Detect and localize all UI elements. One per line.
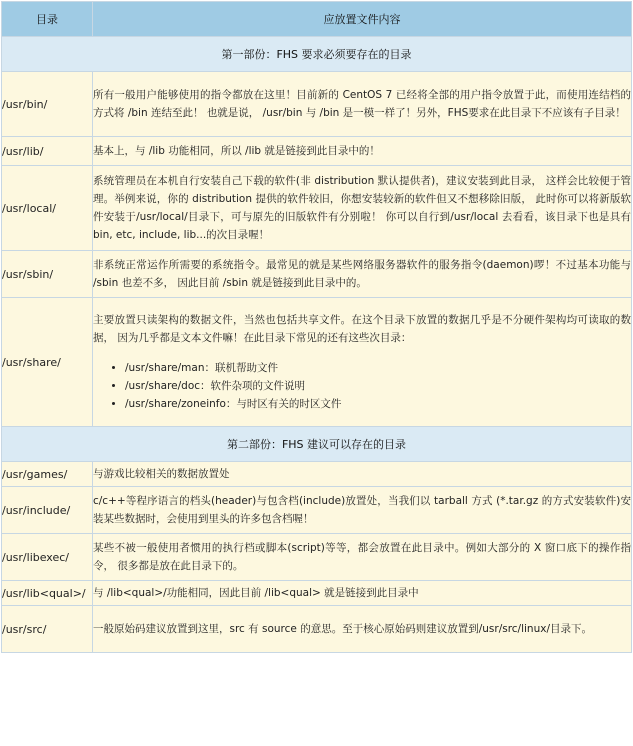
desc-text: c/c++等程序语言的档头(header)与包含档(include)放置处，当我们以 tarball 方式 (*.tar.gz 的方式安装软件)安装某些数据时，会使用到里头的许多包含档喔！: [93, 495, 631, 525]
desc-cell: [93, 606, 632, 653]
table-row: [2, 581, 632, 606]
desc-text: 基本上，与 /lib 功能相同，所以 /lib 就是链接到此目录中的！: [93, 145, 380, 157]
section-row: [2, 37, 632, 72]
desc-cell: [93, 298, 632, 427]
dir-cell: /usr/lib/: [2, 137, 93, 166]
section1-title: 第一部份：FHS 要求必须要存在的目录: [2, 37, 632, 72]
header-dir: 目录: [2, 2, 93, 37]
dir-cell: /usr/sbin/: [2, 251, 93, 298]
desc-cell: [93, 462, 632, 487]
list-item: • /usr/share/man：联机帮助文件: [125, 359, 631, 377]
fhs-usr-table: [1, 1, 632, 653]
dir-cell: /usr/games/: [2, 462, 93, 487]
list-item: • /usr/share/zoneinfo：与时区有关的时区文件: [125, 395, 631, 413]
dir-cell: /usr/lib<qual>/: [2, 581, 93, 606]
desc-cell: [93, 251, 632, 298]
list-item: • /usr/share/doc：软件杂项的文件说明: [125, 377, 631, 395]
header-content: 应放置文件内容: [93, 2, 632, 37]
desc-text: 某些不被一般使用者惯用的执行档或脚本(script)等等，都会放置在此目录中。例如大部分的 X 窗口底下的操作指令， 很多都是放在此目录下的。: [93, 542, 631, 572]
desc-cell: [93, 166, 632, 251]
dir-cell: /usr/local/: [2, 166, 93, 251]
dir-cell: /usr/bin/: [2, 72, 93, 137]
table-row: [2, 298, 632, 427]
dir-cell: /usr/share/: [2, 298, 93, 427]
section2-title: 第二部份：FHS 建议可以存在的目录: [2, 427, 632, 462]
table-row: [2, 487, 632, 534]
table-row: [2, 166, 632, 251]
dir-cell: /usr/libexec/: [2, 534, 93, 581]
desc-cell: [93, 72, 632, 137]
desc-text: 系统管理员在本机自行安装自己下载的软件(非 distribution 默认提供者)，建议安装到此目录， 这样会比较便于管理。举例来说，你的 distribution 提供的软件较旧，你想安装较新的软件但又不想移除旧版， 此时你可以将新版软件安装于/usr/local/目录下，可与原先的旧版软件有分别啦！ 你可以自行到/usr/local 去看看，该目录下也是具有 bin, etc, include, lib...的次目录喔！: [93, 175, 631, 241]
desc-text: 主要放置只读架构的数据文件，当然也包括共享文件。在这个目录下放置的数据几乎是不分硬件架构均可读取的数据， 因为几乎都是文本文件嘛！在此目录下常见的还有这些次目录：: [93, 314, 631, 344]
table-row: [2, 534, 632, 581]
subdir-list: [93, 359, 631, 413]
desc-text: 与游戏比较相关的数据放置处: [93, 468, 230, 480]
table-row: [2, 72, 632, 137]
desc-text: 非系统正常运作所需要的系统指令。最常见的就是某些网络服务器软件的服务指令(daemon)啰！不过基本功能与 /sbin 也差不多， 因此目前 /sbin 就是链接到此目录中的。: [93, 259, 631, 289]
table-row: [2, 462, 632, 487]
desc-cell: [93, 581, 632, 606]
dir-cell: /usr/src/: [2, 606, 93, 653]
desc-cell: [93, 137, 632, 166]
desc-text: 与 /lib<qual>/功能相同，因此目前 /lib<qual> 就是链接到此目录中: [93, 587, 419, 599]
section-row: [2, 427, 632, 462]
desc-cell: [93, 534, 632, 581]
table-row: [2, 606, 632, 653]
desc-cell: [93, 487, 632, 534]
table-header-row: [2, 2, 632, 37]
desc-text: 所有一般用户能够使用的指令都放在这里！目前新的 CentOS 7 已经将全部的用户指令放置于此，而使用连结档的方式将 /bin 连结至此！ 也就是说， /usr/bin 与 /bin 是一模一样了！另外，FHS要求在此目录下不应该有子目录！: [93, 89, 631, 119]
desc-text: 一般原始码建议放置到这里，src 有 source 的意思。至于核心原始码则建议放置到/usr/src/linux/目录下。: [93, 623, 592, 635]
table-row: [2, 251, 632, 298]
table-row: [2, 137, 632, 166]
dir-cell: /usr/include/: [2, 487, 93, 534]
